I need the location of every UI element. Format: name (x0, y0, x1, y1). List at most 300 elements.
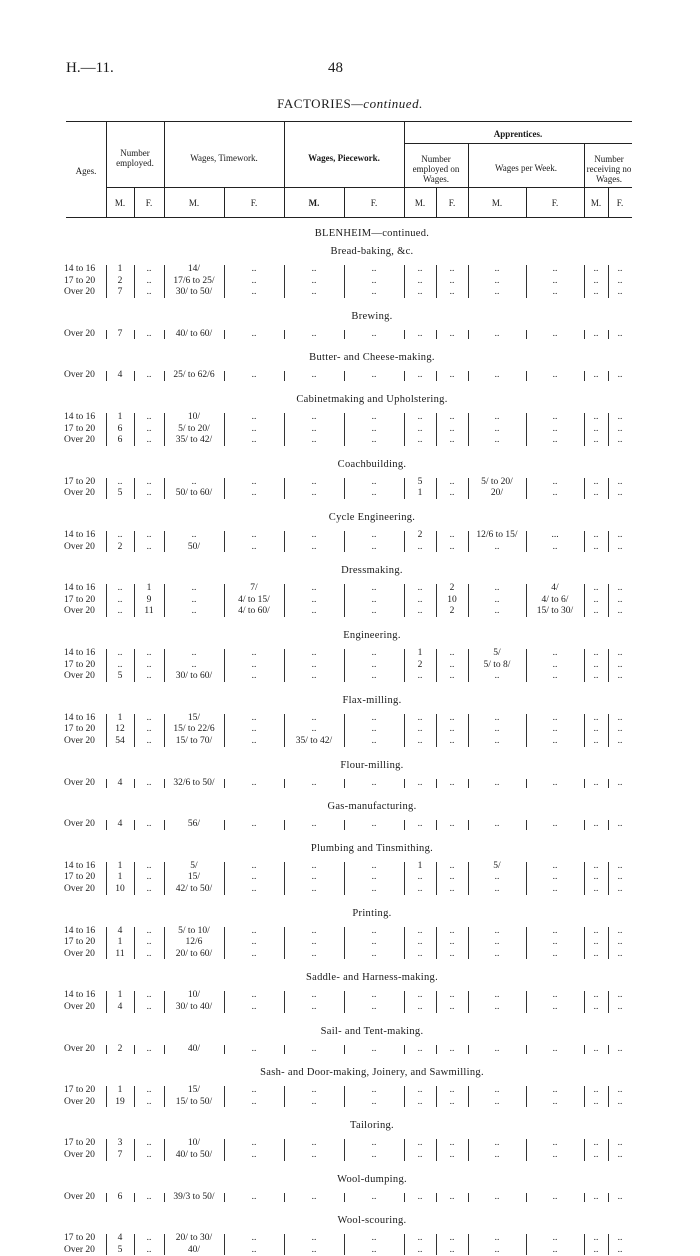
value-cell: .. (371, 423, 377, 434)
column-separator (468, 1234, 469, 1255)
column-separator (344, 531, 345, 552)
value-cell: .. (593, 488, 599, 499)
value-cell: .. (146, 872, 152, 883)
value-cell: .. (146, 370, 152, 381)
title-suffix: —continued. (351, 96, 423, 111)
value-cell: 40/ to 60/ (175, 328, 213, 339)
value-cell: .. (117, 648, 123, 658)
column-separator (584, 330, 585, 340)
value-cell: .. (251, 423, 257, 434)
value-cell: .. (552, 671, 558, 682)
value-cell: .. (191, 530, 197, 540)
trade-heading: Wool-dumping. (337, 1173, 407, 1185)
value-cell: .. (449, 990, 455, 1001)
value-cell: .. (617, 264, 623, 274)
header-m (284, 198, 344, 208)
column-separator (404, 413, 405, 446)
value-cell: .. (449, 712, 455, 723)
column-separator (608, 330, 609, 340)
value-cell: .. (117, 476, 123, 487)
value-cell: .. (371, 594, 377, 605)
value-cell: .. (552, 370, 558, 381)
value-cell: .. (593, 948, 599, 959)
value-cell: .. (593, 659, 599, 670)
value-cell: .. (251, 275, 257, 286)
column-separator (608, 714, 609, 747)
value-cell: .. (251, 948, 257, 959)
value-cell: 15/ to 22/6 (173, 724, 215, 735)
value-cell: .. (371, 287, 377, 298)
column-separator (584, 1045, 585, 1055)
value-cell: .. (417, 1096, 423, 1107)
value-cell: 4 (117, 925, 123, 936)
value-cell: .. (251, 530, 257, 540)
column-separator (164, 330, 165, 340)
column-separator (106, 714, 107, 747)
value-cell: .. (617, 328, 623, 339)
value-cell: .. (617, 990, 623, 1001)
value-cell: .. (311, 990, 317, 1001)
value-cell: .. (552, 648, 558, 658)
column-separator (344, 584, 345, 617)
header-f: F. (616, 198, 624, 208)
value-cell: 5 (117, 671, 123, 682)
column-separator (608, 1045, 609, 1055)
value-cell: 42/ to 50/ (175, 884, 213, 894)
column-separator (608, 413, 609, 446)
value-cell: .. (311, 872, 317, 883)
column-separator (164, 991, 165, 1012)
trade-heading: Tailoring. (350, 1120, 394, 1132)
column-separator (468, 478, 469, 499)
column-separator (468, 1193, 469, 1203)
value-cell: .. (371, 1096, 377, 1107)
value-cell: .. (552, 287, 558, 298)
value-cell: .. (117, 530, 123, 540)
age-cell: Over 20 (64, 777, 95, 788)
value-cell: .. (449, 328, 455, 339)
value-cell: .. (617, 488, 623, 499)
trade-heading: Coachbuilding. (337, 458, 407, 470)
value-cell: .. (417, 937, 423, 948)
value-cell: 40/ (187, 1244, 201, 1255)
header-apprentices (404, 129, 632, 139)
value-cell: .. (146, 1138, 152, 1149)
value-cell: .. (371, 948, 377, 959)
value-cell: .. (311, 1233, 317, 1244)
column-separator (584, 478, 585, 499)
column-separator (526, 927, 527, 960)
value-cell: .. (617, 948, 623, 959)
header-app-number: Number employed on Wages. (412, 154, 460, 184)
value-cell: .. (593, 541, 599, 552)
value-cell: .. (251, 925, 257, 936)
column-separator (106, 862, 107, 895)
column-separator (526, 1193, 527, 1203)
value-cell: .. (146, 435, 152, 446)
value-cell: .. (117, 606, 123, 617)
value-cell: .. (311, 948, 317, 959)
value-cell: .. (417, 925, 423, 936)
value-cell: .. (146, 671, 152, 682)
value-cell: 1 (417, 648, 423, 658)
column-separator (468, 1045, 469, 1055)
value-cell: .. (449, 872, 455, 883)
value-cell: .. (593, 736, 599, 746)
column-separator (526, 531, 527, 552)
column-separator (224, 820, 225, 830)
value-cell: .. (117, 594, 123, 605)
value-cell: 19 (115, 1096, 125, 1107)
header-m-text: M. (308, 198, 320, 208)
value-cell: 10/ (187, 412, 201, 422)
header-number-employed: Number employed. (116, 148, 154, 168)
column-separator (164, 478, 165, 499)
trade-heading: Flour-milling. (340, 759, 404, 771)
value-cell: 1 (117, 264, 123, 274)
value-cell: 17/6 to 25/ (173, 275, 215, 286)
value-cell: .. (146, 423, 152, 434)
value-cell: .. (311, 412, 317, 422)
age-cell: 17 to 20 (64, 1233, 96, 1244)
value-cell: .. (593, 925, 599, 936)
value-cell: 39/3 to 50/ (173, 1191, 215, 1202)
value-cell: .. (311, 476, 317, 487)
column-separator (224, 1086, 225, 1107)
column-separator (584, 991, 585, 1012)
value-cell: .. (417, 287, 423, 298)
value-cell: .. (251, 712, 257, 723)
value-cell: .. (371, 990, 377, 1001)
value-cell: .. (417, 275, 423, 286)
column-separator (404, 779, 405, 789)
column-separator (344, 714, 345, 747)
value-cell: 30/ to 40/ (175, 1002, 213, 1012)
value-cell: .. (617, 1096, 623, 1107)
column-separator (436, 714, 437, 747)
value-cell: .. (552, 659, 558, 670)
value-cell: .. (371, 370, 377, 381)
column-separator (344, 1139, 345, 1160)
value-cell: 15/ (187, 1085, 201, 1096)
value-cell: .. (593, 819, 599, 830)
value-cell: .. (494, 925, 500, 936)
column-separator (164, 265, 165, 298)
value-cell: .. (146, 860, 152, 871)
value-cell: 14/ (187, 264, 201, 274)
column-separator (584, 649, 585, 682)
value-cell: 3 (117, 1138, 123, 1149)
value-cell: .. (494, 423, 500, 434)
value-cell: .. (311, 1096, 317, 1107)
value-cell: .. (552, 990, 558, 1001)
column-separator (526, 649, 527, 682)
column-separator (284, 584, 285, 617)
value-cell: .. (371, 1002, 377, 1012)
value-cell: .. (417, 777, 423, 788)
value-cell: 1 (417, 860, 423, 871)
column-separator (164, 927, 165, 960)
column-separator (584, 820, 585, 830)
value-cell: .. (552, 1085, 558, 1096)
value-cell: .. (371, 1138, 377, 1149)
trade-heading: Engineering. (343, 630, 401, 641)
value-cell: .. (146, 541, 152, 552)
column-separator (608, 531, 609, 552)
column-separator (584, 714, 585, 747)
value-cell: .. (417, 1043, 423, 1054)
value-cell: .. (146, 287, 152, 298)
value-cell: .. (417, 264, 423, 274)
value-cell: .. (311, 648, 317, 658)
column-separator (284, 862, 285, 895)
value-cell: 50/ (187, 541, 201, 552)
value-cell: .. (593, 712, 599, 723)
column-separator (134, 1193, 135, 1203)
value-cell: .. (146, 990, 152, 1001)
trade-heading: Printing. (352, 907, 392, 919)
value-cell: .. (117, 659, 123, 670)
age-cell: 17 to 20 (64, 1085, 96, 1096)
column-separator (224, 714, 225, 747)
value-cell: 1 (117, 937, 123, 948)
value-cell: .. (617, 1043, 623, 1054)
value-cell: .. (371, 884, 377, 894)
column-separator (468, 1086, 469, 1107)
value-cell: .. (311, 724, 317, 735)
column-separator (284, 1234, 285, 1255)
value-cell: .. (371, 435, 377, 446)
value-cell: .. (593, 264, 599, 274)
value-cell: .. (417, 1138, 423, 1149)
value-cell: .. (593, 530, 599, 540)
column-separator (344, 779, 345, 789)
column-separator (134, 371, 135, 381)
value-cell: .. (552, 476, 558, 487)
value-cell: .. (449, 412, 455, 422)
value-cell: .. (251, 328, 257, 339)
column-separator (164, 584, 165, 617)
column-separator (608, 1193, 609, 1203)
value-cell: .. (371, 412, 377, 422)
value-cell: .. (449, 1085, 455, 1096)
value-cell: 12/6 to 15/ (476, 530, 518, 540)
value-cell: .. (617, 412, 623, 422)
value-cell: 5/ (190, 860, 198, 871)
column-separator (436, 265, 437, 298)
header-apprentices-text: Apprentices. (493, 129, 543, 139)
column-separator (526, 991, 527, 1012)
column-separator (284, 330, 285, 340)
column-separator (584, 927, 585, 960)
age-cell: Over 20 (64, 1150, 95, 1160)
column-separator (584, 531, 585, 552)
value-cell: .. (371, 1043, 377, 1054)
column-separator (404, 820, 405, 830)
value-cell: .. (449, 777, 455, 788)
trade-heading: Dressmaking. (341, 565, 403, 577)
column-separator (526, 584, 527, 617)
column-separator (608, 584, 609, 617)
column-separator (436, 371, 437, 381)
age-cell: Over 20 (64, 606, 95, 617)
value-cell: .. (311, 777, 317, 788)
value-cell: .. (449, 287, 455, 298)
column-separator (608, 478, 609, 499)
value-cell: 2 (417, 530, 423, 540)
column-separator (344, 1234, 345, 1255)
value-cell: .. (417, 1002, 423, 1012)
value-cell: .. (251, 659, 257, 670)
value-cell: 5/ to 20/ (178, 423, 210, 434)
value-cell: .. (417, 541, 423, 552)
column-separator (224, 478, 225, 499)
value-cell: .. (371, 724, 377, 735)
value-cell: .. (449, 1244, 455, 1255)
column-separator (134, 820, 135, 830)
value-cell: 6 (117, 1191, 123, 1202)
header-f: F. (145, 198, 153, 208)
value-cell: .. (251, 872, 257, 883)
value-cell: .. (311, 435, 317, 446)
column-separator (164, 714, 165, 747)
header-f: F. (250, 198, 258, 208)
page-ref: H.—11. (66, 60, 114, 76)
value-cell: .. (417, 1191, 423, 1202)
column-separator (584, 1193, 585, 1203)
column-separator (134, 1234, 135, 1255)
value-cell: 10 (115, 884, 125, 894)
value-cell: .. (251, 541, 257, 552)
value-cell: .. (617, 423, 623, 434)
value-cell: .. (251, 671, 257, 682)
column-separator (344, 649, 345, 682)
value-cell: .. (311, 937, 317, 948)
value-cell: .. (593, 423, 599, 434)
column-separator (164, 649, 165, 682)
column-separator (584, 1086, 585, 1107)
value-cell: .. (311, 1150, 317, 1160)
value-cell: .. (449, 1233, 455, 1244)
value-cell: .. (449, 1096, 455, 1107)
column-separator (404, 584, 405, 617)
value-cell: .. (371, 606, 377, 617)
value-cell: .. (371, 541, 377, 552)
value-cell: .. (191, 648, 197, 658)
value-cell: .. (449, 541, 455, 552)
column-separator (106, 779, 107, 789)
value-cell: .. (494, 287, 500, 298)
value-cell: .. (617, 1138, 623, 1149)
column-separator (106, 371, 107, 381)
column-separator (608, 1086, 609, 1107)
value-cell: .. (617, 275, 623, 286)
column-separator (106, 927, 107, 960)
column-separator (526, 1139, 527, 1160)
age-cell: 17 to 20 (64, 659, 96, 670)
value-cell: .. (146, 948, 152, 959)
value-cell: 6 (117, 435, 123, 446)
trade-heading: Bread-baking, &c. (330, 246, 414, 257)
value-cell: .. (494, 872, 500, 883)
value-cell: .. (311, 1085, 317, 1096)
value-cell: .. (311, 671, 317, 682)
column-separator (134, 862, 135, 895)
value-cell: .. (552, 1244, 558, 1255)
column-separator (224, 531, 225, 552)
column-separator (284, 714, 285, 747)
age-cell: 14 to 16 (64, 990, 96, 1001)
column-separator (526, 1045, 527, 1055)
value-cell: .. (251, 476, 257, 487)
value-cell: .. (552, 1096, 558, 1107)
column-separator (134, 531, 135, 552)
value-cell: .. (593, 1085, 599, 1096)
value-cell: .. (251, 1085, 257, 1096)
header-mf-rule (106, 187, 632, 188)
column-separator (468, 820, 469, 830)
age-cell: Over 20 (64, 1191, 95, 1202)
value-cell: .. (552, 937, 558, 948)
column-separator (344, 413, 345, 446)
column-separator (284, 531, 285, 552)
column-separator (608, 649, 609, 682)
value-cell: 9 (146, 594, 152, 605)
value-cell: .. (617, 925, 623, 936)
value-cell: .. (417, 423, 423, 434)
value-cell: .. (191, 594, 197, 605)
column-separator (404, 1234, 405, 1255)
value-cell: .. (449, 370, 455, 381)
value-cell: .. (251, 435, 257, 446)
value-cell: 40/ (187, 1043, 201, 1054)
value-cell: .. (494, 264, 500, 274)
column-separator (344, 1193, 345, 1203)
column-separator (284, 413, 285, 446)
column-separator (468, 371, 469, 381)
value-cell: .. (146, 412, 152, 422)
value-cell: .. (251, 648, 257, 658)
value-cell: .. (449, 659, 455, 670)
value-cell: .. (417, 948, 423, 959)
column-separator (284, 1086, 285, 1107)
column-separator (526, 714, 527, 747)
column-separator (608, 927, 609, 960)
value-cell: 15/ (187, 872, 201, 883)
value-cell: .. (251, 264, 257, 274)
value-cell: .. (552, 736, 558, 746)
value-cell: .. (494, 1150, 500, 1160)
value-cell: .. (417, 872, 423, 883)
value-cell: 5/ (493, 648, 501, 658)
value-cell: .. (494, 671, 500, 682)
age-cell: 14 to 16 (64, 264, 96, 274)
value-cell: .. (593, 860, 599, 871)
value-cell: .. (552, 435, 558, 446)
column-separator (164, 531, 165, 552)
column-separator (164, 862, 165, 895)
value-cell: .. (251, 370, 257, 381)
value-cell: 11 (144, 606, 154, 617)
value-cell: .. (617, 606, 623, 617)
column-separator (608, 265, 609, 298)
column-separator (224, 1234, 225, 1255)
value-cell: .. (371, 860, 377, 871)
value-cell: .. (552, 1043, 558, 1054)
value-cell: 5 (117, 488, 123, 499)
column-separator (584, 413, 585, 446)
value-cell: .. (617, 884, 623, 894)
